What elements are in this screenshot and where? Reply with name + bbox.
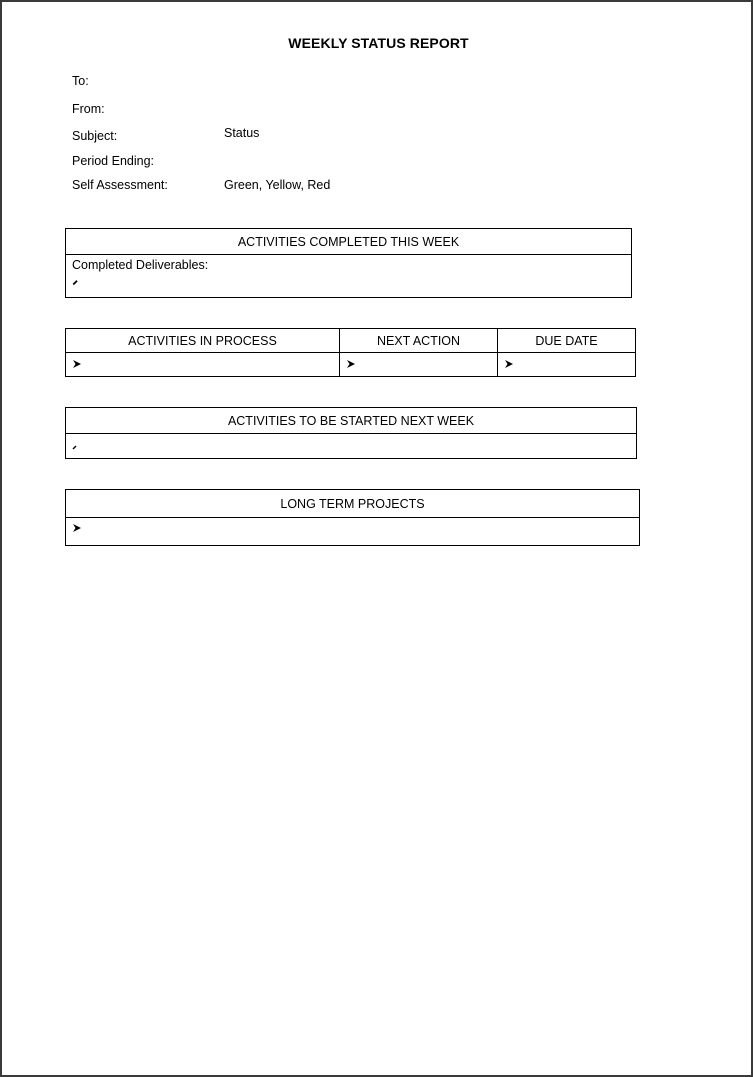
completed-deliverables-label: Completed Deliverables:	[72, 258, 209, 272]
long-term-table	[65, 489, 640, 546]
next-week-cell[interactable]	[66, 434, 637, 459]
in-process-activity-cell[interactable]	[66, 353, 340, 377]
to-label: To:	[72, 74, 89, 88]
arrow-bullet-icon	[346, 359, 356, 369]
in-process-table	[65, 328, 636, 377]
period-ending-label: Period Ending:	[72, 154, 155, 168]
tick-mark-icon	[72, 444, 80, 450]
report-title: WEEKLY STATUS REPORT	[288, 35, 469, 51]
from-label: From:	[72, 102, 105, 116]
tick-mark-icon	[72, 277, 82, 287]
activities-in-process-header: ACTIVITIES IN PROCESS	[66, 329, 340, 353]
subject-label: Subject:	[72, 129, 118, 143]
in-process-next-action-cell[interactable]	[340, 353, 498, 377]
self-assessment-label: Self Assessment:	[72, 178, 168, 192]
next-action-header: NEXT ACTION	[340, 329, 498, 353]
in-process-due-date-cell[interactable]	[498, 353, 636, 377]
next-week-heading: ACTIVITIES TO BE STARTED NEXT WEEK	[66, 408, 637, 434]
long-term-heading: LONG TERM PROJECTS	[66, 490, 640, 518]
arrow-bullet-icon	[72, 523, 82, 533]
due-date-header: DUE DATE	[498, 329, 636, 353]
completed-activities-table	[65, 228, 632, 298]
arrow-bullet-icon	[504, 359, 514, 369]
arrow-bullet-icon	[72, 359, 82, 369]
long-term-cell[interactable]	[66, 518, 640, 546]
next-week-table	[65, 407, 637, 459]
completed-deliverables-cell[interactable]	[66, 255, 632, 298]
completed-activities-heading: ACTIVITIES COMPLETED THIS WEEK	[66, 229, 632, 255]
self-assessment-value: Green, Yellow, Red	[224, 178, 331, 192]
subject-value: Status	[224, 126, 260, 140]
